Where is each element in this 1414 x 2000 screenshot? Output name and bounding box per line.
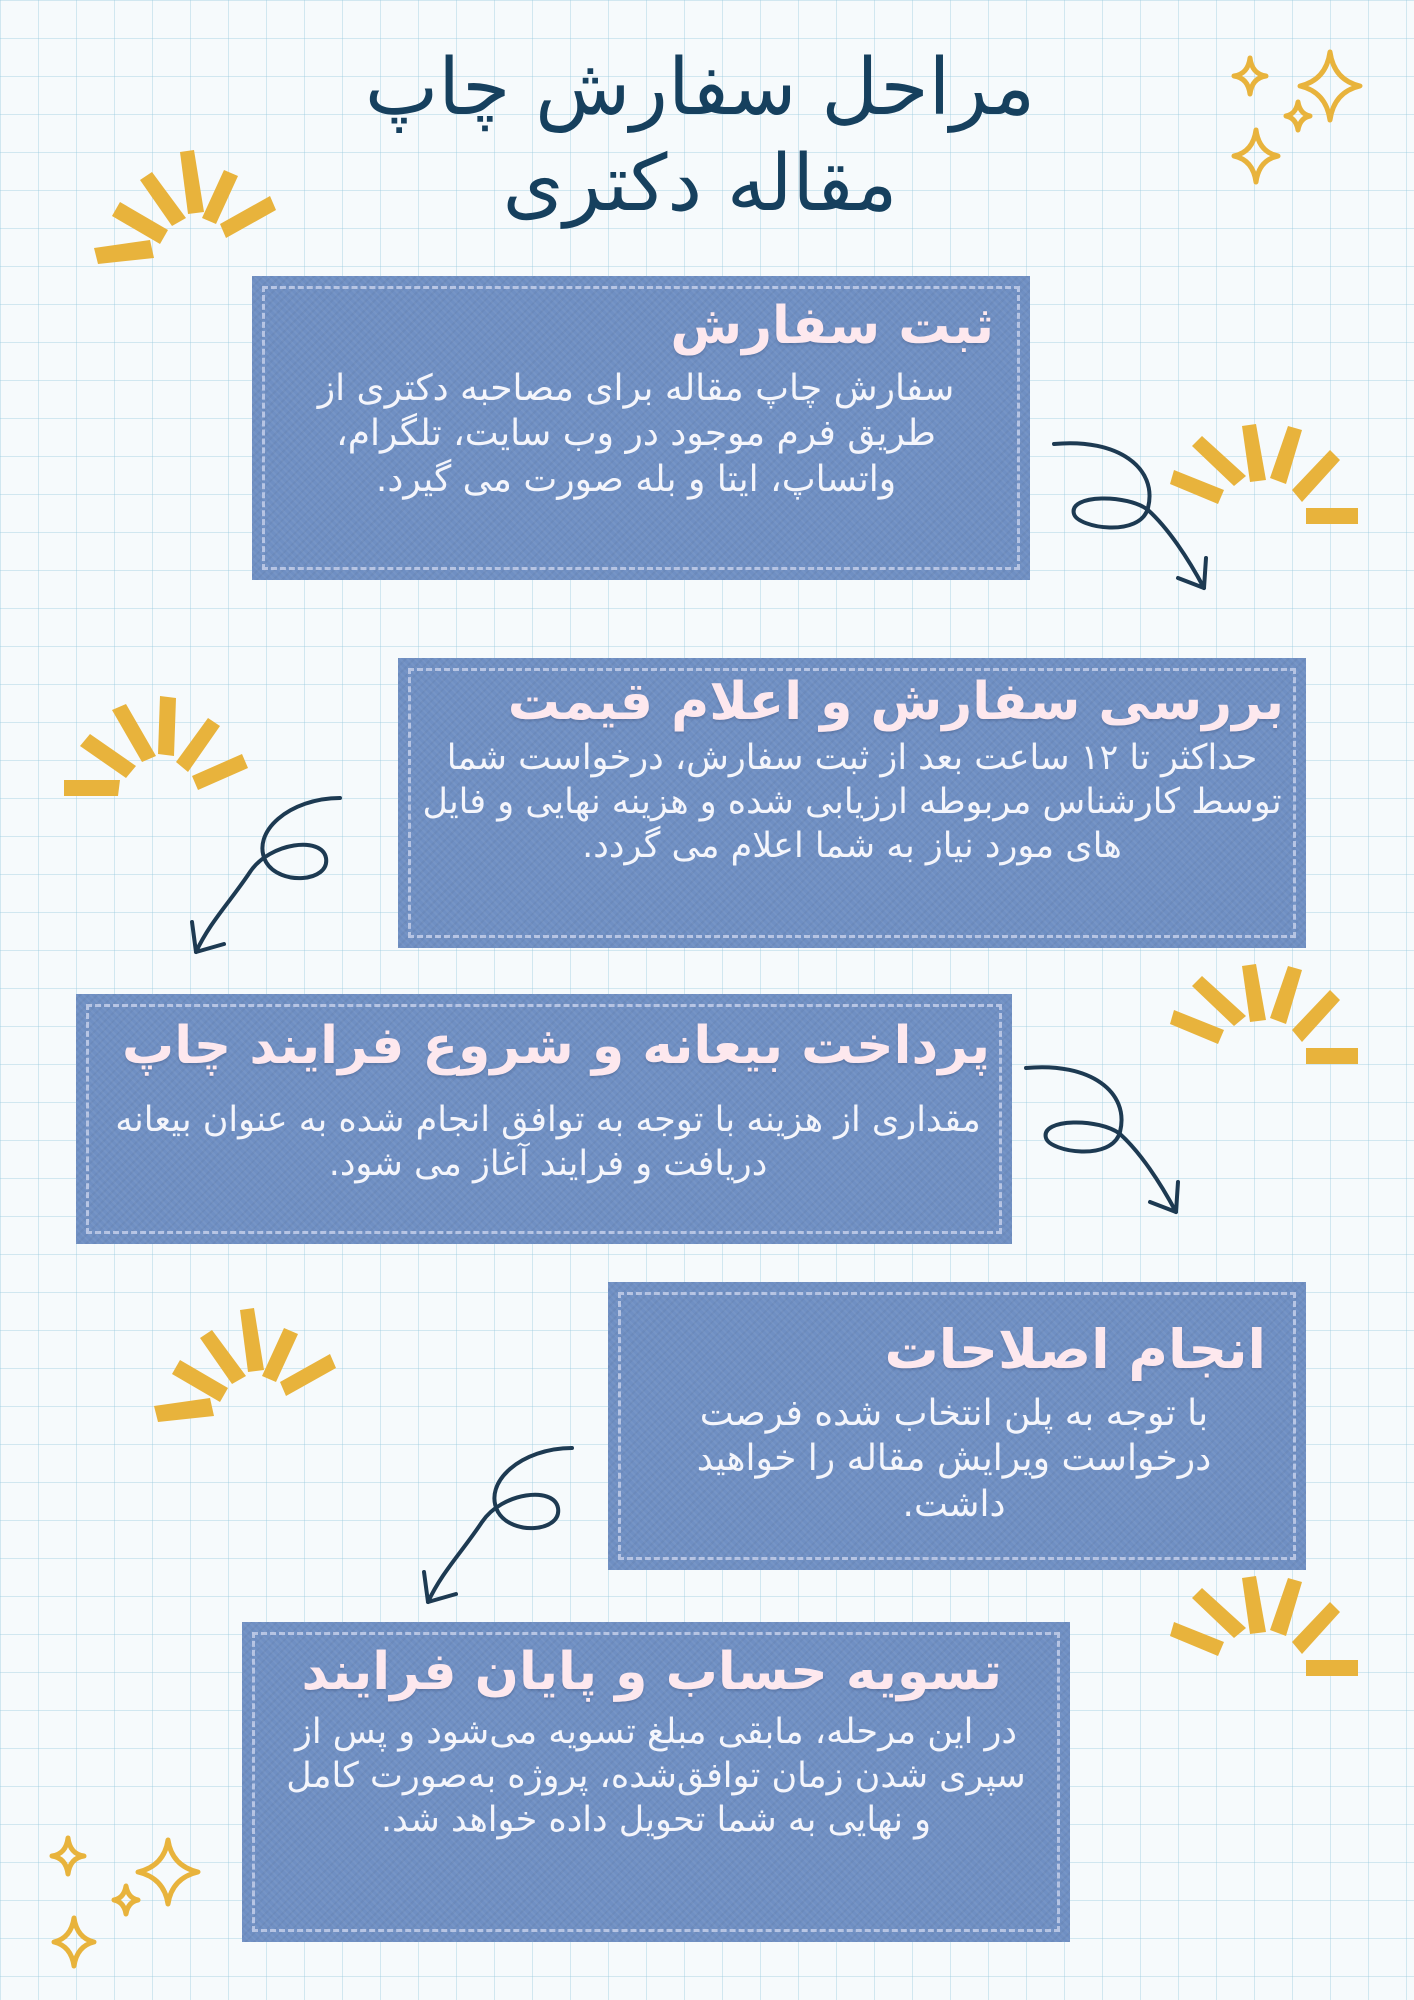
page-title (250, 40, 1150, 232)
step-text: در این مرحله، مابقی مبلغ تسویه می‌شود و پس از سپری شدن زمان توافق‌شده، پروژه به‌صورت کامل و نهایی به شما تحویل داده خواهد شد. (286, 1712, 1026, 1841)
curly-arrow-icon (412, 1442, 582, 1612)
step-card-1 (252, 276, 1030, 580)
burst-icon (1170, 1572, 1360, 1712)
burst-icon (90, 140, 280, 280)
step-card-3 (76, 994, 1012, 1244)
step-text: سفارش چاپ مقاله برای مصاحبه دکتری از طریق فرم موجود در وب سایت، تلگرام، واتساپ، ایتا و بله صورت می گیرد. (317, 368, 955, 500)
step-title: پرداخت بیعانه و شروع فرایند چاپ (121, 1016, 990, 1076)
step-title: بررسی سفارش و اعلام قیمت (507, 672, 1284, 732)
step-card-5 (242, 1622, 1070, 1942)
step-card-2 (398, 658, 1306, 948)
curly-arrow-icon (180, 792, 350, 962)
burst-icon (150, 1300, 340, 1440)
step-text: مقداری از هزینه با توجه به توافق انجام شده به عنوان بیعانه دریافت و فرایند آغاز می شود. (115, 1100, 981, 1185)
curly-arrow-icon (1020, 1062, 1200, 1222)
step-text: با توجه به پلن انتخاب شده فرصت درخواست ویرایش مقاله را خواهید داشت. (696, 1393, 1212, 1525)
page-title-line-2: مقاله دکتری (502, 139, 898, 229)
step-title: ثبت سفارش (670, 296, 994, 356)
sparkle-icon (38, 1820, 218, 1970)
step-title: انجام اصلاحات (884, 1318, 1266, 1381)
step-title: تسویه حساب و پایان فرایند (301, 1642, 1002, 1702)
step-card-4 (608, 1282, 1306, 1570)
sparkle-icon (1210, 40, 1390, 190)
page-title-line-1: مراحل سفارش چاپ (364, 43, 1036, 133)
step-text: حداکثر تا ۱۲ ساعت بعد از ثبت سفارش، درخواست شما توسط کارشناس مربوطه ارزیابی شده و هزینه نهایی و فایل های مورد نیاز به شما اعلام می گردد. (422, 738, 1282, 867)
curly-arrow-icon (1048, 438, 1228, 598)
